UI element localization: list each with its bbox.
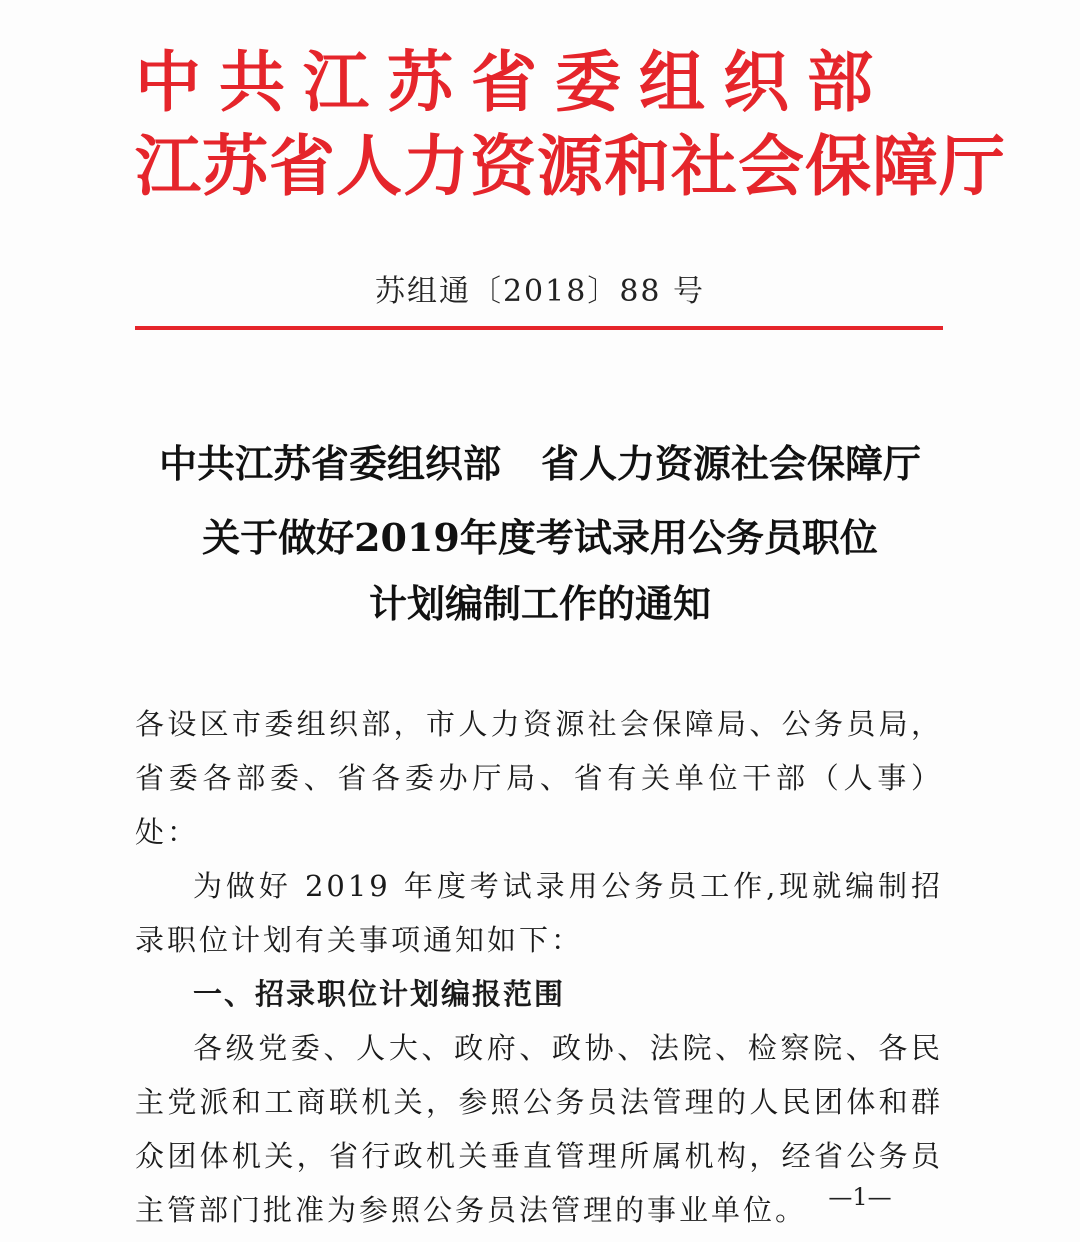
section-1-paragraph: 各级党委、人大、政府、政协、法院、检察院、各民主党派和工商联机关，参照公务员法管理的人民团体和群众团体机关，省行政机关垂直管理所属机构，经省公务员主管部门批准为参照公务员法管理的事业单位。 xyxy=(135,1031,943,1227)
title-org-1: 中共江苏省委组织部 xyxy=(158,441,501,486)
document-number: 苏组通〔2018〕88 号 xyxy=(374,274,706,309)
addressee-paragraph: 各设区市委组织部，市人力资源社会保障局、公务员局，省委各部委、省各委办厅局、省有关单位干部（人事）处： xyxy=(135,707,943,849)
document-title-line-3: 计划编制工作的通知 xyxy=(368,581,711,626)
title-org-2: 省人力资源社会保障厅 xyxy=(541,441,922,486)
issuing-org-line-2: 江苏省人力资源和社会保障厅 xyxy=(135,127,1006,205)
intro-paragraph: 为做好 2019 年度考试录用公务员工作,现就编制招录职位计划有关事项通知如下： xyxy=(135,869,943,957)
issuing-org-line-1: 中共江苏省委组织部 xyxy=(135,43,891,121)
document-title-line-2: 关于做好2019年度考试录用公务员职位 xyxy=(202,515,878,560)
page-number: —1— xyxy=(828,1183,892,1211)
document-body xyxy=(135,697,943,1237)
document-title-line-1 xyxy=(0,434,1080,494)
red-divider-line xyxy=(135,326,943,330)
section-1-heading: 一、招录职位计划编报范围 xyxy=(193,977,566,1011)
